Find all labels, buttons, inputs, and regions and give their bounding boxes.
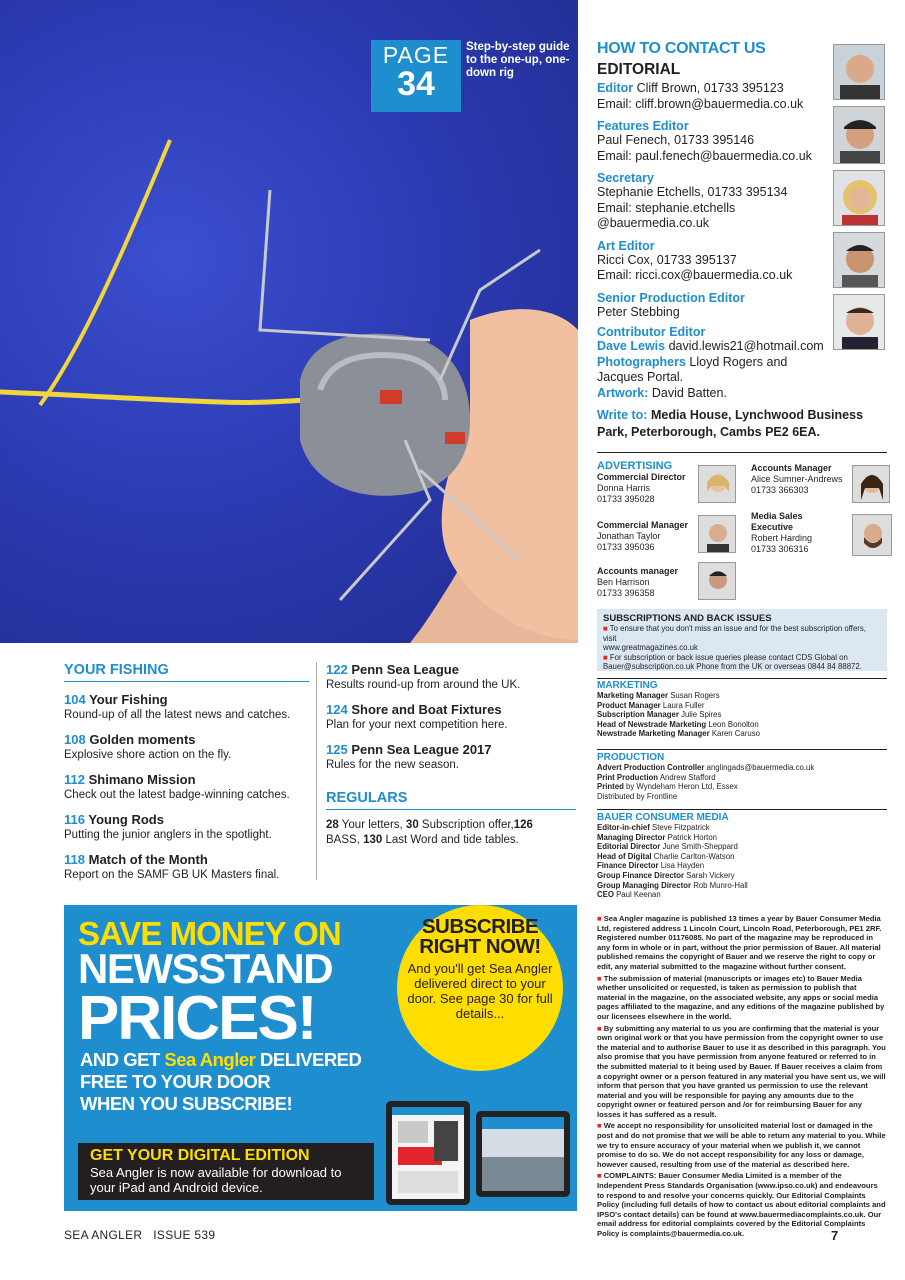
legal-text: The submission of material (manuscripts or images etc) to Bauer Media whether unsolicited or requested, is taken as permission to publish that material in the magazine, on the associated website, any apps or social media pages affiliated to the magazine, and any editions of the magazine published by our licensees elsewhere in the world. — [597, 973, 885, 1021]
regular-text: Last Word and tide tables. — [382, 834, 519, 846]
staff-name: Distributed by Frontline — [597, 791, 678, 801]
bauer-section — [597, 812, 887, 900]
lead-weight-photo — [0, 0, 578, 643]
staff-role: Editorial Director — [597, 842, 661, 852]
subs-line-3: For subscription or back issue queries please contact CDS Global on — [609, 652, 848, 662]
features-list-2 — [326, 662, 576, 848]
divider — [597, 749, 887, 750]
staff-name: Leon Bonolton — [708, 719, 759, 729]
staff-role: Printed — [597, 782, 624, 792]
staff-name: Charlie Carlton-Watson — [653, 851, 735, 861]
staff-row — [597, 833, 887, 843]
contents-item — [64, 732, 309, 762]
features-name: Paul Fenech, 01733 395146 — [597, 133, 755, 147]
contents-item — [326, 742, 576, 772]
divider — [597, 678, 887, 679]
contents-item-desc: Round-up of all the latest news and catches. — [64, 709, 291, 721]
contents-item — [64, 852, 309, 882]
staff-role: Newstrade Marketing Manager — [597, 729, 710, 739]
regular-page-number: 30 — [405, 819, 419, 831]
staff-row — [597, 842, 887, 852]
adv-p2-role: Commercial Manager — [597, 520, 689, 530]
contents-page-number: 104 — [64, 692, 86, 707]
subscribe-badge-line-1: SUBSCRIBE — [421, 915, 539, 938]
accounts-manager-2-photo — [852, 465, 890, 503]
advertising-block-5 — [751, 511, 851, 555]
promo-line-3: PRICES! — [78, 984, 316, 1053]
regular-text: Subscription offer, — [418, 819, 514, 831]
contents-item-desc: Check out the latest badge-winning catches. — [64, 789, 290, 801]
page-number: 7 — [831, 1228, 839, 1243]
page-flag-word: PAGE — [382, 42, 450, 68]
subscriptions-heading: SUBSCRIPTIONS AND BACK ISSUES — [603, 613, 772, 624]
legal-text: By submitting any material to us you are confirming that the material is your own original work or that you have permission from the copyright owner to use the material and to authorise Bauer to use it as described in this paragraph. You also promise that you have permission from anyone featured or referred to in the submitted material to it being used by Bauer. If Bauer receives a claim from a copyright owner or a person featured in any material you have sent us, we will inform that person that you have granted us permission to use the relevant material and you will be responsible for paying any amounts due to the copyright owner or featured person and /or for reimbursing Bauer for any losses it has suffered as a result. — [597, 1023, 886, 1119]
bauer-heading: BAUER CONSUMER MEDIA — [597, 812, 729, 823]
features-role: Features Editor — [597, 119, 689, 133]
contents-item-title — [326, 702, 576, 718]
production-heading: PRODUCTION — [597, 752, 665, 763]
digital-edition-text: Sea Angler is now available for download to your iPad and Android device. — [90, 1165, 342, 1195]
legal-text: We accept no responsibility for unsolicited material lost or damaged in the post and do not promise that we will be able to return any material to you. While we try to ensure accuracy of your material when we publish it, we cannot promise to do so. We do not accept responsibility for any loss or damage, however caused, resulting from use of the material as described here. — [597, 1121, 886, 1169]
promo-line-2: NEWSSTAND — [78, 945, 333, 992]
promo-and-1: AND GET — [80, 1049, 165, 1070]
contents-item — [64, 812, 309, 842]
adv-p5-role-1: Media Sales — [751, 511, 803, 521]
contents-item-desc: Results round-up from around the UK. — [326, 679, 521, 691]
contents-page-number: 108 — [64, 732, 86, 747]
staff-name: Patrick Horton — [667, 832, 718, 842]
staff-row — [597, 691, 887, 701]
staff-role: Finance Director — [597, 861, 659, 871]
contents-item-title — [326, 742, 576, 758]
contents-page-number: 125 — [326, 742, 348, 757]
regular-page-number: 126 — [513, 819, 533, 831]
contents-page-number: 118 — [64, 852, 85, 867]
page-flag-number: 34 — [397, 65, 435, 103]
advertising-heading: ADVERTISING — [597, 460, 673, 472]
marketing-heading: MARKETING — [597, 680, 658, 691]
subs-line-4: Bauer@subscription.co.uk Phone from the UK or overseas 0844 84 88872. — [603, 662, 862, 672]
contents-item — [326, 662, 576, 692]
secretary-email-1: Email: stephanie.etchells — [597, 200, 736, 215]
promo-subline — [80, 1049, 361, 1115]
staff-name: Karen Caruso — [711, 729, 760, 739]
art-email: Email: ricci.cox@bauermedia.co.uk — [597, 268, 793, 282]
features-editor-photo — [833, 106, 885, 164]
staff-role: Advert Production Controller — [597, 763, 705, 772]
adv-p1-role: Commercial Director — [597, 472, 686, 482]
staff-role: Group Managing Director — [597, 880, 692, 890]
staff-name: June Smith-Sheppard — [662, 842, 738, 852]
advertising-block-3 — [597, 566, 697, 599]
legal-text: Sea Angler magazine is published 13 times a year by Bauer Consumer Media Ltd, registered address 1 Lincoln Court, Lincoln Road, Peterborough, PE1 2RF. Registered number 01176085. No part of the magazine may be reproduced in any form in whole or in part, without the prior permission of Bauer. All material published remains the copyright of Bauer and we reserve the right to copy or edit, any material submitted to the magazine without further consent. — [597, 914, 882, 971]
artwork-line — [597, 386, 897, 402]
legal-paragraph: ■ Sea Angler magazine is published 13 times a year by Bauer Consumer Media Ltd, registered address 1 Lincoln Court, Lincoln Road, Peterborough, PE1 2RF. Registered number 01176085. No part of the magazine may be reproduced in any form in whole or in part, without the prior permission of Bauer. All material published remains the copyright of Bauer and we reserve the right to copy or edit, any material submitted to the magazine without further consent. — [597, 914, 882, 971]
tablet-devices-image — [384, 1097, 574, 1211]
contents-page-number: 122 — [326, 662, 348, 677]
staff-row — [597, 792, 887, 802]
staff-role: Product Manager — [597, 700, 661, 710]
your-fishing-heading: YOUR FISHING — [64, 662, 309, 682]
photographers-line — [597, 355, 897, 371]
page-flag-caption: Step-by-step guide to the one-up, one-down rig — [466, 41, 570, 79]
contents-title-text: Shimano Mission — [88, 772, 196, 787]
adv-p4-role: Accounts Manager — [751, 463, 832, 473]
staff-name: Lisa Hayden — [660, 861, 705, 871]
contents-title-text: Golden moments — [89, 732, 196, 747]
photographers-role: Photographers — [597, 354, 686, 369]
contents-item-title — [64, 812, 309, 828]
contents-page-number: 112 — [64, 772, 85, 787]
your-fishing-section — [64, 662, 309, 882]
adv-p1-phone: 01733 395028 — [597, 494, 655, 504]
senior-role: Senior Production Editor — [597, 290, 745, 305]
digital-edition-box[interactable] — [78, 1143, 374, 1200]
editor-email: Email: cliff.brown@bauermedia.co.uk — [597, 96, 804, 111]
staff-row — [597, 871, 887, 881]
staff-name: Paul Keenan — [616, 890, 661, 900]
staff-role: Subscription Manager — [597, 710, 679, 720]
senior-name: Peter Stebbing — [597, 304, 680, 319]
adv-p3-name: Ben Harrison — [597, 577, 650, 587]
staff-name: Steve Fitzpatrick — [652, 823, 710, 832]
regular-page-number: 130 — [363, 834, 383, 846]
editor-role: Editor — [597, 81, 634, 95]
adv-p5-role-2: Executive — [751, 522, 794, 532]
staff-row — [597, 729, 887, 739]
staff-name: Susan Rogers — [670, 691, 720, 700]
regular-text: Your letters, — [338, 819, 406, 831]
staff-row — [597, 881, 887, 891]
subs-line-1: To ensure that you don't miss an issue and for the best subscription offers, visit — [603, 624, 866, 643]
secretary-email-2: @bauermedia.co.uk — [597, 216, 710, 230]
regular-page-number: 28 — [326, 819, 339, 831]
staff-name: Sarah Vickery — [686, 870, 735, 880]
commercial-director-photo — [698, 465, 736, 503]
art-editor-photo — [833, 232, 885, 288]
contents-item-title — [326, 662, 576, 678]
contents-item — [64, 692, 309, 722]
staff-row — [597, 701, 887, 711]
subscription-promo[interactable] — [64, 905, 577, 1211]
photographers-line-2: Jacques Portal. — [597, 370, 684, 384]
adv-p1-name: Donna Harris — [597, 483, 651, 493]
regulars-heading: REGULARS — [326, 790, 576, 810]
contents-item — [64, 772, 309, 802]
regular-text: BASS, — [326, 834, 364, 846]
editorial-heading: EDITORIAL — [597, 61, 681, 78]
legal-paragraph: ■ COMPLAINTS: Bauer Consumer Media Limited is a member of the Independent Press Standards Organisation (www.ipso.co.uk) and endeavours to respond to and resolve your concerns quickly. Our Editorial Complaints Policy (including full details of how to contact us about editorial complaints and IPSO's contact details) can be found at www.bauermediacomplaints.co.uk. Our email address for editorial complaints covered by the Editorial Complaints Policy is complaints@bauermedia.co.uk. — [597, 1171, 886, 1238]
adv-p4-phone: 01733 366303 — [751, 485, 809, 495]
contents-page-number: 116 — [64, 812, 85, 827]
staff-row — [597, 720, 887, 730]
staff-name: Laura Fuller — [662, 700, 705, 710]
footer-issue: SEA ANGLER ISSUE 539 — [64, 1228, 216, 1242]
editor-text: Cliff Brown, 01733 395123 — [636, 81, 784, 95]
staff-role: Editor-in-chief — [597, 823, 650, 832]
staff-role: Group Finance Director — [597, 870, 685, 880]
staff-row — [597, 710, 887, 720]
adv-p3-phone: 01733 396358 — [597, 588, 655, 598]
adv-p2-name: Jonathan Taylor — [597, 531, 661, 541]
staff-row — [597, 861, 887, 871]
adv-p5-name: Robert Harding — [751, 533, 813, 543]
contents-title-text: Match of the Month — [88, 852, 208, 867]
contents-title-text: Penn Sea League 2017 — [351, 742, 492, 757]
staff-role: Marketing Manager — [597, 691, 669, 700]
staff-row — [597, 763, 887, 773]
page-flag — [371, 40, 461, 112]
contents-item-desc: Plan for your next competition here. — [326, 719, 508, 731]
write-to-address: Media House, Lynchwood Business Park, Peterborough, Cambs PE2 6EA. — [597, 408, 864, 439]
contents-page-number: 124 — [326, 702, 348, 717]
adv-p2-phone: 01733 395036 — [597, 542, 655, 552]
contact-heading: HOW TO CONTACT US — [597, 40, 766, 57]
contributor-name: Dave Lewis — [597, 339, 666, 353]
staff-row — [597, 773, 887, 783]
write-to-label: Write to: — [597, 408, 648, 422]
contents-item-title — [64, 732, 309, 748]
contents-item-title — [64, 772, 309, 788]
staff-name: anglingads@bauermedia.co.uk — [706, 763, 815, 772]
advertising-block-2 — [597, 520, 697, 553]
art-name: Ricci Cox, 01733 395137 — [597, 252, 737, 267]
secretary-name: Stephanie Etchells, 01733 395134 — [597, 185, 788, 199]
artwork-role: Artwork: — [597, 385, 649, 400]
promo-brand: Sea Angler — [164, 1049, 256, 1070]
staff-role: CEO — [597, 890, 614, 900]
legal-paragraph: ■ The submission of material (manuscripts or images etc) to Bauer Media whether unsolicited or requested, is taken as permission to publish that material in the magazine, on the associated website, any apps or social media pages affiliated to the magazine, and any editions of the magazine published by our licensees elsewhere in the world. — [597, 973, 885, 1021]
features-email: Email: paul.fenech@bauermedia.co.uk — [597, 148, 812, 163]
contents-item-desc: Report on the SAMF GB UK Masters final. — [64, 869, 280, 881]
secretary-photo — [833, 170, 885, 226]
divider — [597, 452, 887, 453]
digital-edition-title: GET YOUR DIGITAL EDITION — [90, 1147, 310, 1164]
contents-item — [326, 702, 576, 732]
subscribe-badge-line-2: RIGHT NOW! — [419, 935, 541, 958]
staff-row — [597, 852, 887, 862]
staff-role: Print Production — [597, 772, 659, 782]
adv-p4-name: Alice Sumner-Andrews — [751, 474, 843, 484]
advertising-block-1 — [597, 461, 697, 505]
art-role: Art Editor — [597, 238, 655, 253]
advertising-block-4 — [751, 463, 851, 496]
contents-item-desc: Rules for the new season. — [326, 759, 459, 771]
staff-role: Managing Director — [597, 832, 666, 842]
production-editor-photo — [833, 294, 885, 350]
staff-name: Andrew Stafford — [659, 772, 716, 782]
commercial-manager-photo — [698, 515, 736, 553]
staff-row — [597, 782, 887, 792]
staff-row — [597, 890, 887, 900]
divider — [597, 809, 887, 810]
legal-notices — [597, 914, 887, 1241]
contents-title-text: Your Fishing — [89, 692, 168, 707]
write-to — [597, 407, 887, 441]
subs-link[interactable]: www.greatmagazines.co.uk — [603, 643, 698, 653]
contributor-role: Contributor Editor — [597, 325, 706, 339]
contents-item-title — [64, 692, 309, 708]
promo-line-1: SAVE MONEY ON — [78, 915, 341, 952]
legal-paragraph: ■ By submitting any material to us you are confirming that the material is your own original work or that you have permission from the copyright owner to use the material and to authorise Bauer to use it as described in this paragraph. You also promise that you have permission from anyone featured or referred to in the submitted material to it being used by Bauer. If Bauer receives a claim from a copyright owner or a person featured in any material you have sent us, we will inform that person that you have granted us permission to use the relevant material and you will be responsible for paying any amounts due to the copyright owner or featured person and /or for reimbursing Bauer for any losses it has suffered as a result. — [597, 1023, 886, 1119]
photographers-text: Lloyd Rogers and — [689, 354, 788, 369]
adv-p3-role: Accounts manager — [597, 566, 679, 576]
staff-name: Rob Munro-Hall — [693, 880, 748, 890]
subscriptions-box: SUBSCRIPTIONS AND BACK ISSUES ■ To ensure that you don't miss an issue and for the best subscription offers, visit www.greatmagazines.co.uk ■ For subscription or back issue queries please contact CDS Global on Bauer@subscription.co.uk Phone from the UK or overseas 0844 84 88872. — [597, 609, 887, 671]
subscribe-badge[interactable] — [397, 905, 563, 1071]
secretary-role: Secretary — [597, 171, 654, 185]
promo-and-3: FREE TO YOUR DOOR — [80, 1071, 271, 1092]
staff-role: Head of Digital — [597, 851, 652, 861]
column-divider — [316, 662, 317, 880]
artwork-text: David Batten. — [651, 385, 727, 400]
staff-role: Head of Newstrade Marketing — [597, 719, 707, 729]
subscribe-badge-text: And you'll get Sea Angler delivered direct to your door. See page 30 for full details... — [407, 961, 553, 1021]
legal-paragraph: ■ We accept no responsibility for unsolicited material lost or damaged in the post and do not promise that we will be able to return any material to you. While we try to ensure accuracy of your material when we publish it, we cannot promise to do so. We do not accept responsibility for any loss or damage, however caused, resulting from use of the material as described here. — [597, 1121, 886, 1169]
regulars-section — [326, 790, 576, 848]
staff-row — [597, 823, 887, 833]
promo-and-4: WHEN YOU SUBSCRIBE! — [80, 1093, 293, 1114]
editor-photo — [833, 44, 885, 100]
accounts-manager-photo — [698, 562, 736, 600]
contents-item-desc: Explosive shore action on the fly. — [64, 749, 232, 761]
contents-item-desc: Putting the junior anglers in the spotlight. — [64, 829, 272, 841]
contents-title-text: Penn Sea League — [351, 662, 459, 677]
contributor-email: david.lewis21@hotmail.com — [668, 339, 824, 353]
adv-p5-phone: 01733 306316 — [751, 544, 809, 554]
contents-title-text: Young Rods — [88, 812, 164, 827]
media-sales-photo — [852, 514, 892, 556]
promo-and-2: DELIVERED — [255, 1049, 362, 1070]
contents-item-title — [64, 852, 309, 868]
staff-name: by Wyndeham Heron Ltd, Essex — [626, 782, 738, 792]
contents-title-text: Shore and Boat Fixtures — [351, 702, 502, 717]
staff-name: Julie Spires — [681, 710, 722, 720]
legal-text: COMPLAINTS: Bauer Consumer Media Limited is a member of the Independent Press Standards Organisation (www.ipso.co.uk) and endeavours to respond to and resolve your concerns quickly. Our Editorial Complaints Policy (including full details of how to contact us about editorial complaints and IPSO's contact details) can be found at www.bauermediacomplaints.co.uk. Our email address for editorial complaints covered by the Editorial Complaints Policy is complaints@bauermedia.co.uk. — [597, 1171, 886, 1238]
production-section — [597, 752, 887, 801]
marketing-section — [597, 680, 887, 739]
